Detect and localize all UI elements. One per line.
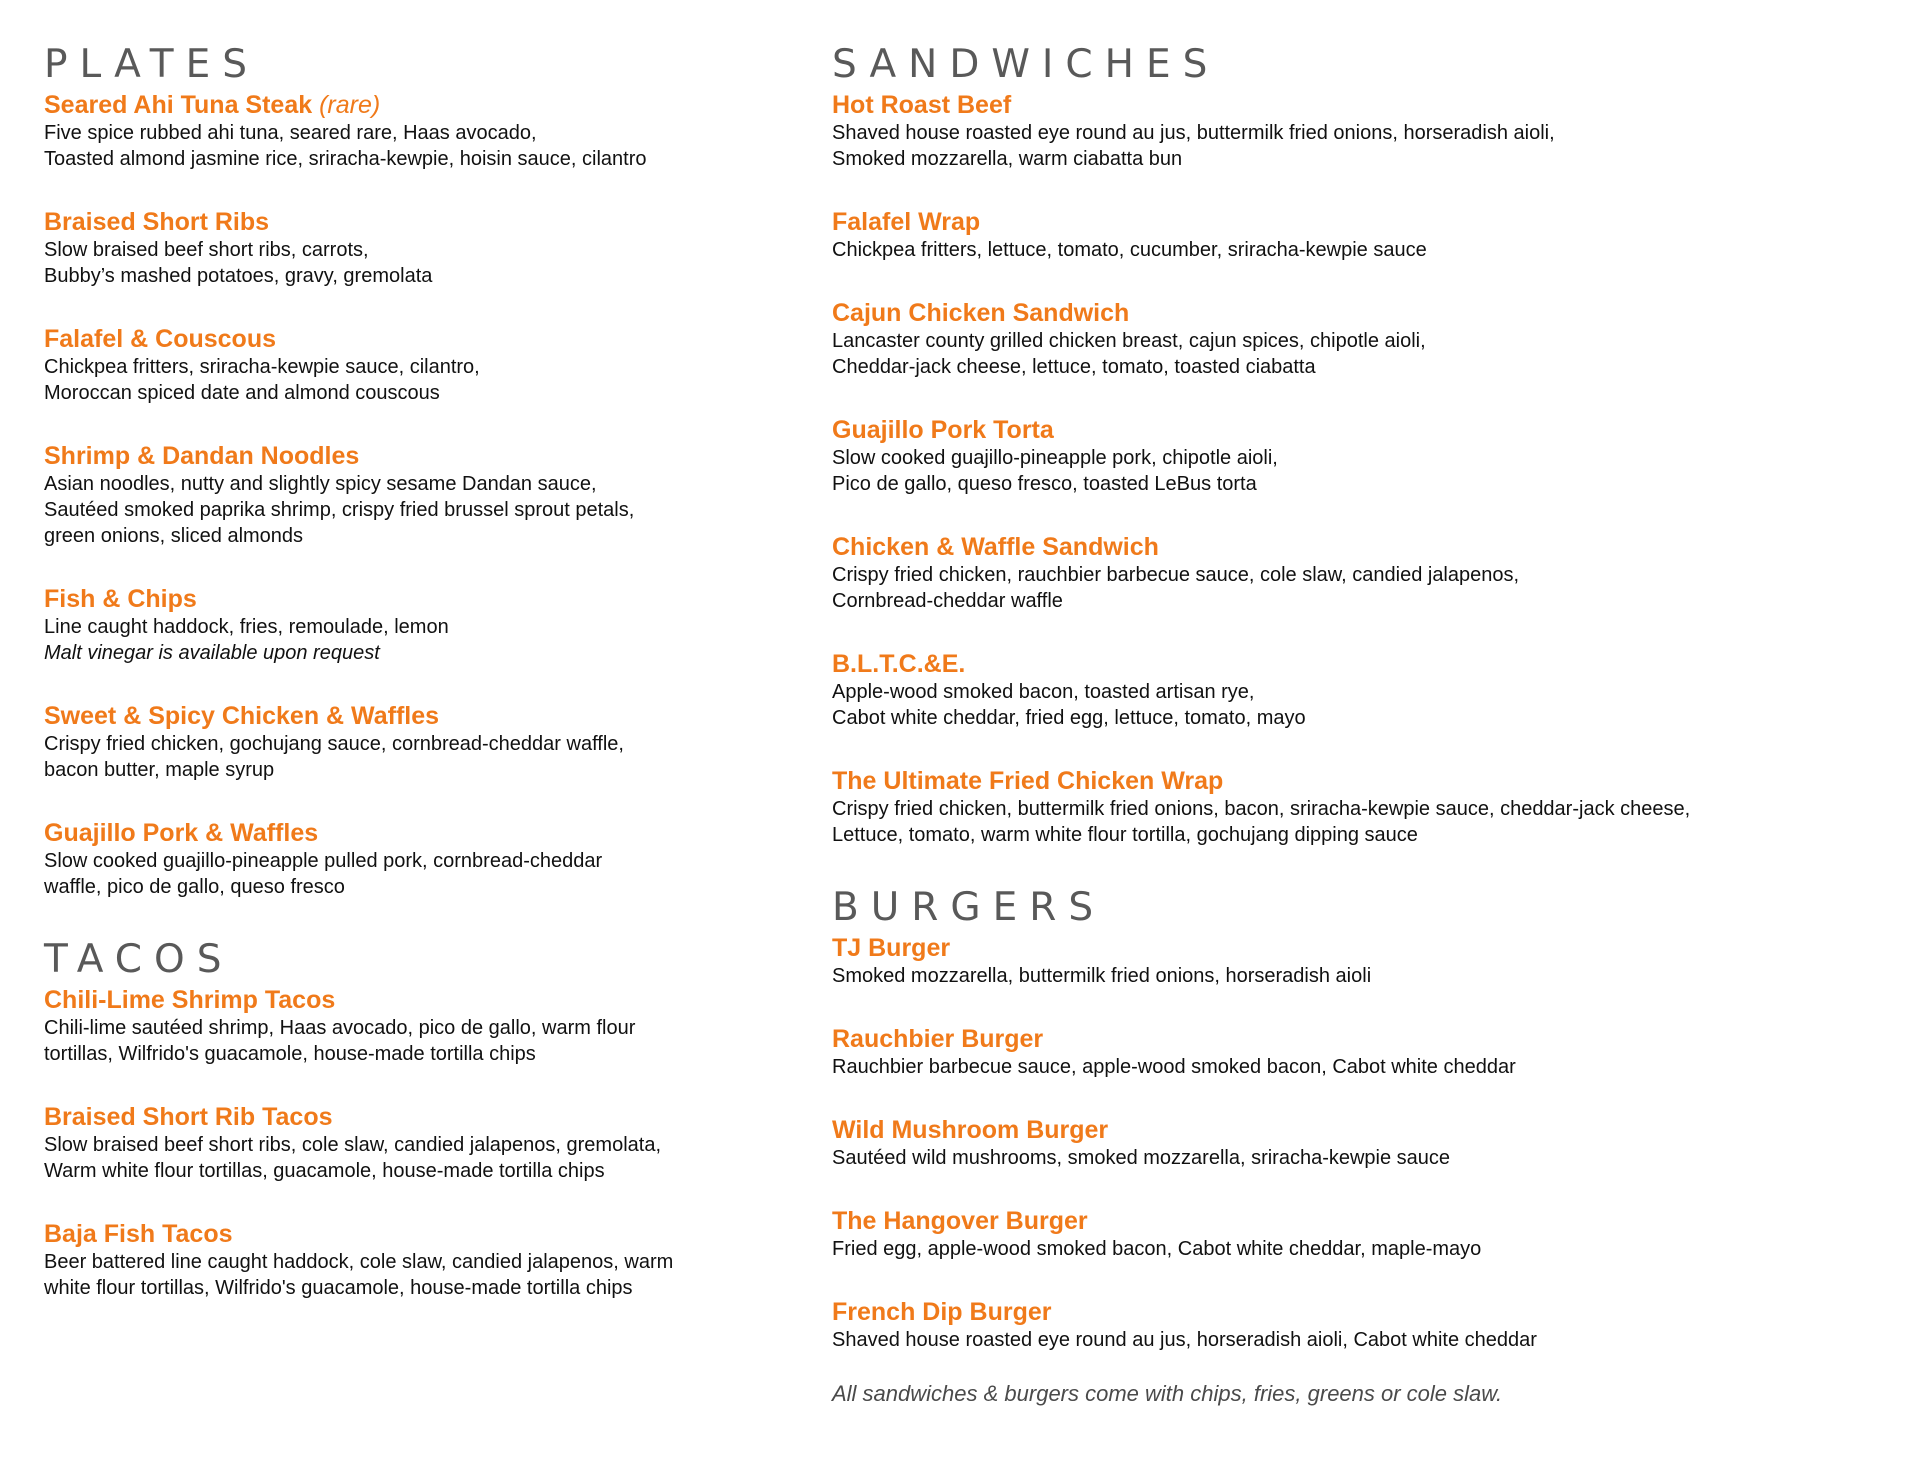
menu-item-name: [832, 933, 1892, 963]
description-line: Cabot white cheddar, fried egg, lettuce, tomato, mayo: [832, 707, 1306, 729]
menu-item-description: [44, 731, 784, 783]
description-line: Smoked mozzarella, buttermilk fried onions, horseradish aioli: [832, 965, 1372, 987]
menu-item-name: [44, 1219, 784, 1249]
description-line: Slow braised beef short ribs, carrots,: [44, 239, 369, 261]
menu-item: [832, 532, 1892, 614]
menu-item-description: [44, 354, 784, 406]
burgers-section: [832, 883, 1892, 1408]
menu-item-name: [44, 441, 784, 471]
menu-item-name: [44, 324, 784, 354]
menu-item-description: [832, 1327, 1892, 1353]
description-line: bacon butter, maple syrup: [44, 759, 275, 781]
menu-item-description: [44, 237, 784, 289]
menu-item-title: Falafel & Couscous: [44, 325, 276, 353]
menu-item-name: [832, 766, 1892, 796]
menu-item: [44, 985, 784, 1067]
menu-item-title: The Ultimate Fried Chicken Wrap: [832, 767, 1224, 795]
menu-item: [832, 1206, 1892, 1262]
menu-item-title: Rauchbier Burger: [832, 1025, 1044, 1053]
description-line: Chili-lime sautéed shrimp, Haas avocado, pico de gallo, warm flour: [44, 1017, 636, 1039]
menu-item-description: [832, 963, 1892, 989]
menu-item-italic-note: Malt vinegar is available upon request: [44, 642, 380, 664]
menu-item-title: Baja Fish Tacos: [44, 1220, 233, 1248]
description-line: Pico de gallo, queso fresco, toasted LeBus torta: [832, 473, 1257, 495]
menu-item: [44, 441, 784, 549]
description-line: tortillas, Wilfrido's guacamole, house-made tortilla chips: [44, 1043, 536, 1065]
menu-item: [832, 1115, 1892, 1171]
menu-item-description: [44, 848, 784, 900]
menu-item: [44, 818, 784, 900]
menu-item-name: [44, 985, 784, 1015]
description-line: waffle, pico de gallo, queso fresco: [44, 876, 345, 898]
description-line: Slow cooked guajillo-pineapple pulled pork, cornbread-cheddar: [44, 850, 603, 872]
description-line: Cheddar-jack cheese, lettuce, tomato, toasted ciabatta: [832, 356, 1316, 378]
burgers-list: [832, 933, 1892, 1353]
menu-item-name: [832, 1297, 1892, 1327]
sandwiches-list: [832, 90, 1892, 848]
menu-item: [44, 1219, 784, 1301]
menu-item: [832, 298, 1892, 380]
menu-item-title: Falafel Wrap: [832, 208, 981, 236]
sandwiches-heading: SANDWICHES: [832, 42, 1220, 87]
menu-item-description: [44, 1132, 784, 1184]
description-line: Fried egg, apple-wood smoked bacon, Cabot white cheddar, maple-mayo: [832, 1238, 1482, 1260]
menu-item-name: [44, 90, 784, 120]
menu-item-name: [832, 1115, 1892, 1145]
description-line: Cornbread-cheddar waffle: [832, 590, 1063, 612]
plates-list: [44, 90, 784, 900]
menu-item: [832, 766, 1892, 848]
menu-item-name: [44, 584, 784, 614]
sides-footnote: All sandwiches & burgers come with chips, fries, greens or cole slaw.: [832, 1381, 1503, 1406]
menu-item-title: Chicken & Waffle Sandwich: [832, 533, 1159, 561]
menu-item: [44, 701, 784, 783]
description-line: Crispy fried chicken, gochujang sauce, cornbread-cheddar waffle,: [44, 733, 624, 755]
menu-item-description: [44, 1249, 784, 1301]
menu-item-name: [832, 415, 1892, 445]
description-line: Slow cooked guajillo-pineapple pork, chipotle aioli,: [832, 447, 1278, 469]
menu-item-title: Shrimp & Dandan Noodles: [44, 442, 360, 470]
description-line: Line caught haddock, fries, remoulade, lemon: [44, 616, 449, 638]
description-line: Crispy fried chicken, buttermilk fried onions, bacon, sriracha-kewpie sauce, cheddar-jack cheese,: [832, 798, 1691, 820]
menu-item: [44, 90, 784, 172]
menu-item: [832, 1297, 1892, 1353]
menu-item-name: [832, 90, 1892, 120]
menu-item-description: [44, 1015, 784, 1067]
menu-item: [832, 933, 1892, 989]
menu-item-description: [832, 562, 1892, 614]
menu-item-title: Wild Mushroom Burger: [832, 1116, 1109, 1144]
menu-item: [832, 649, 1892, 731]
menu-item-description: [832, 679, 1892, 731]
menu-item-note: (rare): [319, 91, 381, 119]
menu-item-description: [832, 1054, 1892, 1080]
menu-item-name: [832, 207, 1892, 237]
menu-item: [44, 207, 784, 289]
menu-item-description: [44, 471, 784, 549]
menu-item-title: Cajun Chicken Sandwich: [832, 299, 1130, 327]
description-line: white flour tortillas, Wilfrido's guacamole, house-made tortilla chips: [44, 1277, 633, 1299]
menu-item-description: [832, 328, 1892, 380]
description-line: Chickpea fritters, sriracha-kewpie sauce, cilantro,: [44, 356, 480, 378]
description-line: Shaved house roasted eye round au jus, horseradish aioli, Cabot white cheddar: [832, 1329, 1537, 1351]
menu-item-title: Braised Short Rib Tacos: [44, 1103, 333, 1131]
menu-item-title: Guajillo Pork & Waffles: [44, 819, 319, 847]
menu-item-description: [832, 1145, 1892, 1171]
menu-item: [832, 90, 1892, 172]
menu-item-name: [44, 1102, 784, 1132]
left-column: [44, 40, 784, 1336]
menu-item-description: [832, 120, 1892, 172]
tacos-section: [44, 935, 784, 1301]
description-line: Rauchbier barbecue sauce, apple-wood smoked bacon, Cabot white cheddar: [832, 1056, 1516, 1078]
description-line: Moroccan spiced date and almond couscous: [44, 382, 440, 404]
menu-item-name: [832, 649, 1892, 679]
menu-item-title: French Dip Burger: [832, 1298, 1052, 1326]
menu-item-title: Chili-Lime Shrimp Tacos: [44, 986, 336, 1014]
description-line: Five spice rubbed ahi tuna, seared rare, Haas avocado,: [44, 122, 537, 144]
menu-item-description: [832, 796, 1892, 848]
description-line: Sautéed wild mushrooms, smoked mozzarella, sriracha-kewpie sauce: [832, 1147, 1451, 1169]
description-line: Apple-wood smoked bacon, toasted artisan rye,: [832, 681, 1255, 703]
menu-item-name: [832, 298, 1892, 328]
description-line: Chickpea fritters, lettuce, tomato, cucumber, sriracha-kewpie sauce: [832, 239, 1427, 261]
menu-item-title: Hot Roast Beef: [832, 91, 1012, 119]
menu-item-name: [832, 1206, 1892, 1236]
menu-item-title: Seared Ahi Tuna Steak: [44, 91, 313, 119]
tacos-heading: TACOS: [44, 937, 234, 982]
menu-item-description: [44, 120, 784, 172]
description-line: Crispy fried chicken, rauchbier barbecue sauce, cole slaw, candied jalapenos,: [832, 564, 1520, 586]
menu-item-title: The Hangover Burger: [832, 1207, 1088, 1235]
description-line: Lancaster county grilled chicken breast, cajun spices, chipotle aioli,: [832, 330, 1426, 352]
menu-item: [832, 415, 1892, 497]
tacos-list: [44, 985, 784, 1301]
menu-item-name: [44, 701, 784, 731]
menu-item-title: Braised Short Ribs: [44, 208, 270, 236]
description-line: Smoked mozzarella, warm ciabatta bun: [832, 148, 1183, 170]
menu-item-name: [832, 532, 1892, 562]
plates-heading: PLATES: [44, 42, 260, 87]
menu-item: [832, 1024, 1892, 1080]
menu-item-title: Guajillo Pork Torta: [832, 416, 1054, 444]
menu-item-name: [44, 818, 784, 848]
menu-item-description: [832, 237, 1892, 263]
right-column: [832, 40, 1892, 1408]
menu-item: [44, 584, 784, 666]
menu-item-name: [44, 207, 784, 237]
menu-item-description: [832, 445, 1892, 497]
description-line: Warm white flour tortillas, guacamole, house-made tortilla chips: [44, 1160, 605, 1182]
description-line: Slow braised beef short ribs, cole slaw, candied jalapenos, gremolata,: [44, 1134, 662, 1156]
description-line: Shaved house roasted eye round au jus, buttermilk fried onions, horseradish aioli,: [832, 122, 1555, 144]
description-line: Toasted almond jasmine rice, sriracha-kewpie, hoisin sauce, cilantro: [44, 148, 647, 170]
menu-item-title: B.L.T.C.&E.: [832, 650, 966, 678]
description-line: Bubby’s mashed potatoes, gravy, gremolata: [44, 265, 433, 287]
description-line: Beer battered line caught haddock, cole slaw, candied jalapenos, warm: [44, 1251, 674, 1273]
description-line: green onions, sliced almonds: [44, 525, 304, 547]
description-line: Asian noodles, nutty and slightly spicy sesame Dandan sauce,: [44, 473, 597, 495]
menu-item-description: [832, 1236, 1892, 1262]
description-line: Lettuce, tomato, warm white flour tortilla, gochujang dipping sauce: [832, 824, 1418, 846]
menu-item: [44, 1102, 784, 1184]
menu-item: [44, 324, 784, 406]
menu-item-description: [44, 614, 784, 666]
menu-item-title: Fish & Chips: [44, 585, 197, 613]
burgers-heading: BURGERS: [832, 885, 1106, 930]
menu-item-name: [832, 1024, 1892, 1054]
menu-item: [832, 207, 1892, 263]
description-line: Sautéed smoked paprika shrimp, crispy fried brussel sprout petals,: [44, 499, 635, 521]
menu-item-title: Sweet & Spicy Chicken & Waffles: [44, 702, 440, 730]
menu-item-title: TJ Burger: [832, 934, 951, 962]
